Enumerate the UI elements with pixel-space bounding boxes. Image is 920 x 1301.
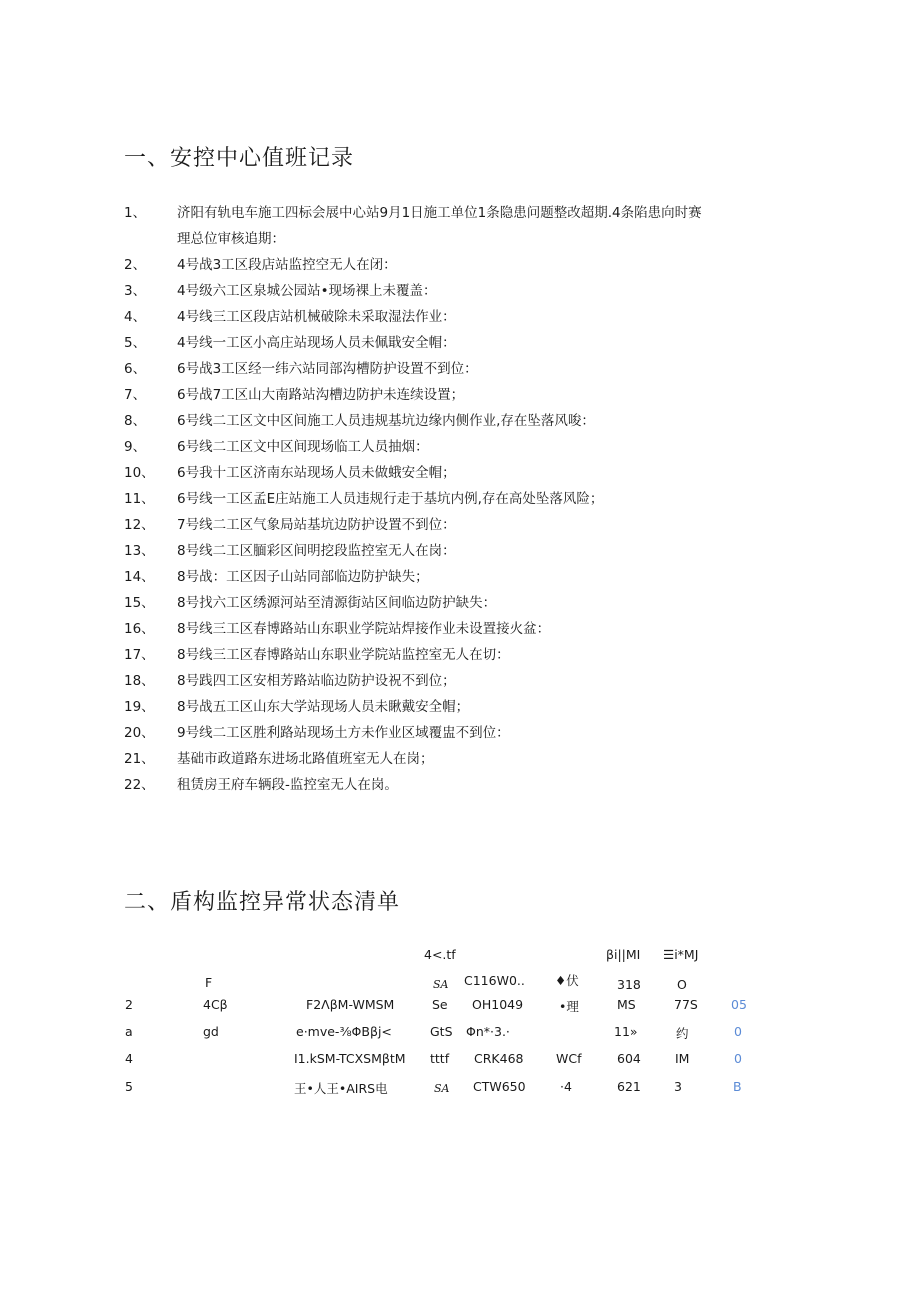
table-cell: 4Cβ — [203, 997, 228, 1012]
table-cell: GtS — [430, 1024, 453, 1039]
list-item — [0, 356, 920, 382]
list-item-text: 6号战7工区山大南路站沟槽边防护未连续设置； — [177, 387, 465, 403]
table-cell: ·4 — [560, 1079, 572, 1094]
list-item-number: 19、 — [124, 699, 155, 715]
list-item-number: 11、 — [124, 491, 155, 507]
list-item-number: 6、 — [124, 361, 147, 377]
table-cell: •理 — [559, 999, 579, 1014]
list-item — [0, 642, 920, 668]
list-item-text: 7号线二工区气象局站基坑边防护设置不到位： — [177, 517, 456, 533]
list-item — [0, 486, 920, 512]
table-cell: OH1049 — [472, 997, 524, 1012]
table-cell: 4 — [125, 1051, 133, 1066]
list-item-text: 6号我十工区济南东站现场人员未做蛾安全帽； — [177, 465, 456, 481]
duty-record-list — [0, 200, 920, 798]
list-item-number: 13、 — [124, 543, 155, 559]
table-cell: SA — [434, 1082, 450, 1095]
list-item-text: 租赁房王府车辆段-监控室无人在岗。 — [177, 777, 398, 793]
table-cell: 05 — [731, 997, 747, 1012]
list-item-number: 22、 — [124, 777, 155, 793]
list-item — [0, 746, 920, 772]
table-cell: CRK468 — [474, 1051, 524, 1066]
list-item — [0, 694, 920, 720]
list-item — [0, 590, 920, 616]
list-item-number: 9、 — [124, 439, 147, 455]
list-item-text: 8号线三工区春博路站山东职业学院站监控室无人在切： — [177, 647, 510, 663]
list-item-text: 8号线二工区腼彩区间明挖段监控室无人在岗： — [177, 543, 456, 559]
table-header-cell: βi||MI — [606, 947, 641, 962]
list-item-number: 12、 — [124, 517, 155, 533]
table-cell: 5 — [125, 1079, 133, 1094]
list-item — [0, 772, 920, 798]
list-item — [0, 382, 920, 408]
table-cell: IM — [675, 1051, 690, 1066]
table-header-cell: ☰i*MJ — [663, 947, 699, 962]
table-cell: WCf — [556, 1051, 582, 1066]
list-item-text: 4号战3工区段店站监控空无人在闭： — [177, 257, 397, 273]
table-cell: 11» — [614, 1024, 638, 1039]
list-item-number: 7、 — [124, 387, 147, 403]
list-item-text: 8号战：工区因子山站同部临边防护缺失； — [177, 569, 429, 585]
table-cell: 3 — [674, 1079, 682, 1094]
list-item-text: 8号战五工区山东大学站现场人员未瞅戴安全帽； — [177, 699, 470, 715]
list-item-text: 8号找六工区绣源河站至清源街站区间临边防护缺失： — [177, 595, 497, 611]
table-cell: 约 — [676, 1026, 689, 1041]
table-cell: Se — [432, 997, 448, 1012]
list-item — [0, 434, 920, 460]
table-cell: 77S — [674, 997, 698, 1012]
list-item — [0, 278, 920, 304]
table-cell: 621 — [617, 1079, 641, 1094]
list-item-text: 8号践四工区安相芳路站临边防护设祝不到位； — [177, 673, 456, 689]
section-2-title: 二、盾构监控异常状态清单 — [124, 890, 401, 915]
list-item-text: 6号战3工区经一纬六站同部沟槽防护设置不到位： — [177, 361, 478, 377]
list-item-number: 5、 — [124, 335, 147, 351]
table-cell: 王•人王•AIRS电 — [294, 1081, 388, 1096]
list-item — [0, 512, 920, 538]
table-cell: Φn*·3.· — [466, 1024, 510, 1039]
list-item-text: 6号线二工区文中区间施工人员违规基坑边缘内侧作业,存在坠落风唆： — [177, 413, 595, 429]
list-item — [0, 252, 920, 278]
table-cell: CTW650 — [473, 1079, 526, 1094]
list-item-text: 8号线三工区春博路站山东职业学院站焊接作业未设置接火盆： — [177, 621, 551, 637]
table-cell: 0 — [734, 1051, 742, 1066]
table-header-cell: ♦伏 — [555, 973, 579, 988]
list-item-number: 1、 — [124, 205, 147, 221]
list-item-number: 21、 — [124, 751, 155, 767]
table-header-cell: F — [205, 975, 213, 990]
list-item-number: 4、 — [124, 309, 147, 325]
list-item-text: 6号线二工区文中区间现场临工人员抽烟： — [177, 439, 429, 455]
list-item-number: 3、 — [124, 283, 147, 299]
table-cell: e·mve-⅜ΦBβj< — [296, 1024, 392, 1039]
list-item — [0, 720, 920, 746]
list-item-text: 4号线三工区段店站机械破除未采取湿法作业： — [177, 309, 456, 325]
table-cell: 604 — [617, 1051, 641, 1066]
list-item-number: 16、 — [124, 621, 155, 637]
list-item-text: 济阳有轨电车施工四标会展中心站9月1日施工单位1条隐患问题整改超期.4条陷患向时赛理总位审核追期： — [177, 205, 702, 247]
list-item-text: 4号级六工区泉城公园站•现场裸上未覆盖： — [177, 283, 437, 299]
table-header-cell: 4<.tf — [424, 947, 456, 962]
table-cell: MS — [617, 997, 636, 1012]
table-cell: F2ΛβM-WMSM — [306, 997, 395, 1012]
list-item-number: 20、 — [124, 725, 155, 741]
table-header-cell: C116W0.. — [464, 973, 525, 988]
table-cell: 0 — [734, 1024, 742, 1039]
table-cell: tttf — [430, 1051, 450, 1066]
list-item — [0, 200, 920, 252]
table-cell: I1.kSM-TCXSMβtM — [294, 1051, 406, 1066]
table-cell: gd — [203, 1024, 219, 1039]
list-item — [0, 330, 920, 356]
table-header-cell: O — [677, 977, 687, 992]
list-item — [0, 304, 920, 330]
list-item-text: 基础市政道路东进场北路值班室无人在岗； — [177, 751, 434, 767]
list-item — [0, 460, 920, 486]
list-item-number: 15、 — [124, 595, 155, 611]
list-item — [0, 538, 920, 564]
list-item-text: 9号线二工区胜利路站现场土方未作业区域覆盅不到位： — [177, 725, 510, 741]
table-cell: 2 — [125, 997, 133, 1012]
list-item-number: 17、 — [124, 647, 155, 663]
list-item — [0, 408, 920, 434]
section-1-title: 一、安控中心值班记录 — [124, 146, 355, 171]
list-item — [0, 564, 920, 590]
table-header-cell: 318 — [617, 977, 641, 992]
list-item-number: 14、 — [124, 569, 155, 585]
table-cell: a — [125, 1024, 133, 1039]
table-cell: B — [733, 1079, 742, 1094]
list-item-number: 10、 — [124, 465, 155, 481]
list-item — [0, 668, 920, 694]
list-item-number: 8、 — [124, 413, 147, 429]
table-header-cell: SA — [433, 978, 449, 991]
list-item-number: 18、 — [124, 673, 155, 689]
list-item — [0, 616, 920, 642]
list-item-text: 4号线一工区小高庄站现场人员未佩戢安全帽： — [177, 335, 456, 351]
list-item-text: 6号线一工区孟E庄站施工人员违规行走于基坑内例,存在高处坠落风险； — [177, 491, 604, 507]
list-item-number: 2、 — [124, 257, 147, 273]
